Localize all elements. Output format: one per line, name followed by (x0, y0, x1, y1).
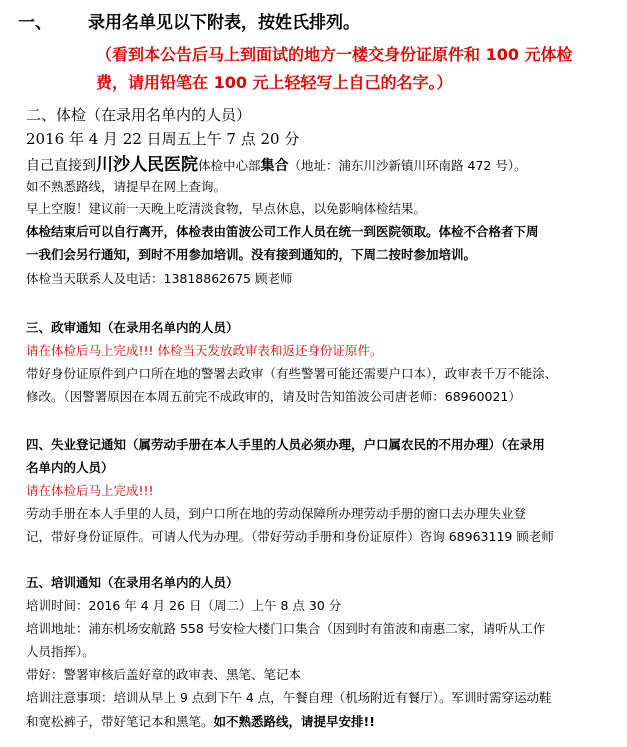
training-notes-line2-a: 和宽松裤子，带好笔记本和黑笔。 (26, 714, 214, 729)
training-bring: 带好：警署审核后盖好章的政审表、黑笔、笔记本 (26, 667, 302, 682)
exam-center: 体检中心部 (198, 158, 261, 173)
section3-heading: 三、政审通知（在录用名单内的人员） (26, 320, 239, 335)
section4-body-line1: 劳动手册在本人手里的人员，到户口所在地的劳动保障所办理劳动手册的窗口去办理失业登 (26, 506, 527, 521)
section5-heading: 五、培训通知（在录用名单内的人员） (26, 575, 239, 590)
section4-red-note: 请在体检后马上完成!!! (26, 483, 154, 498)
training-time: 培训时间：2016 年 4 月 26 日（周二）上午 8 点 30 分 (26, 598, 342, 613)
fasting-note: 早上空腹！建议前一天晚上吃清淡食物，早点休息，以免影响体检结果。 (26, 201, 427, 216)
training-notes-line2-b: 如不熟悉路线，请提早安排!! (213, 714, 375, 729)
training-notes-line2 (26, 711, 375, 730)
hospital-name: 川沙人民医院 (96, 155, 198, 175)
section1-note-line2: 费，请用铅笔在 100 元上轻轻写上自己的名字。） (96, 73, 453, 92)
gather-label: 集合 (260, 158, 289, 174)
section1-note-line1: （看到本公告后马上到面试的地方一楼交身份证原件和 100 元体检 (96, 45, 573, 64)
section3-body-line1: 带好身份证原件到户口所在地的警署去政审（有些警署可能还需要户口本），政审表千万不能涂、 (26, 366, 558, 381)
exam-location-pre: 自己直接到 (26, 158, 96, 174)
exam-date: 2016 年 4 月 22 日周五上午 7 点 20 分 (26, 130, 300, 148)
section2-heading: 二、体检（在录用名单内的人员） (26, 106, 252, 124)
section1-number: 一、 (18, 13, 52, 33)
training-place-line2: 人员指挥）。 (26, 644, 95, 659)
exam-address: （地址：浦东川沙新镇川环南路 472 号）。 (288, 158, 527, 173)
section4-heading-line1: 四、失业登记通知（属劳动手册在本人手里的人员必须办理，户口属农民的不用办理）（在录用 (26, 437, 545, 452)
after-exam-line1: 体检结束后可以自行离开，体检表由笛波公司工作人员在统一到医院领取。体检不合格者下周 (26, 224, 539, 239)
training-place-line1: 培训地址：浦东机场安航路 558 号安检大楼门口集合（因到时有笛波和南惠二家，请听从工作 (26, 621, 546, 636)
after-exam-line2: 一我们会另行通知，到时不用参加培训。没有接到通知的，下周二按时参加培训。 (26, 247, 477, 262)
section3-body-line2: 修改。（因警署原因在本周五前完不成政审的，请及时告知笛波公司唐老师：68960021） (26, 389, 521, 404)
section1-heading (18, 8, 360, 33)
exam-contact: 体检当天联系人及电话：13818862675 顾老师 (26, 271, 293, 286)
training-notes-line1: 培训注意事项：培训从早上 9 点到下午 4 点，午餐自理（机场附近有餐厅）。军训时需穿运动鞋 (26, 690, 552, 705)
section4-body-line2: 记，带好身份证原件。可请人代为办理。（带好劳动手册和身份证原件）咨询 68963119 顾老师 (26, 529, 554, 544)
section1-title: 录用名单见以下附表，按姓氏排列。 (88, 13, 360, 33)
exam-location (26, 150, 527, 175)
section4-heading-line2: 名单内的人员） (26, 460, 114, 475)
route-note: 如不熟悉路线，请提早在网上查询。 (26, 179, 227, 194)
section3-red-note: 请在体检后马上完成!!! 体检当天发放政审表和返还身份证原件。 (26, 343, 383, 358)
